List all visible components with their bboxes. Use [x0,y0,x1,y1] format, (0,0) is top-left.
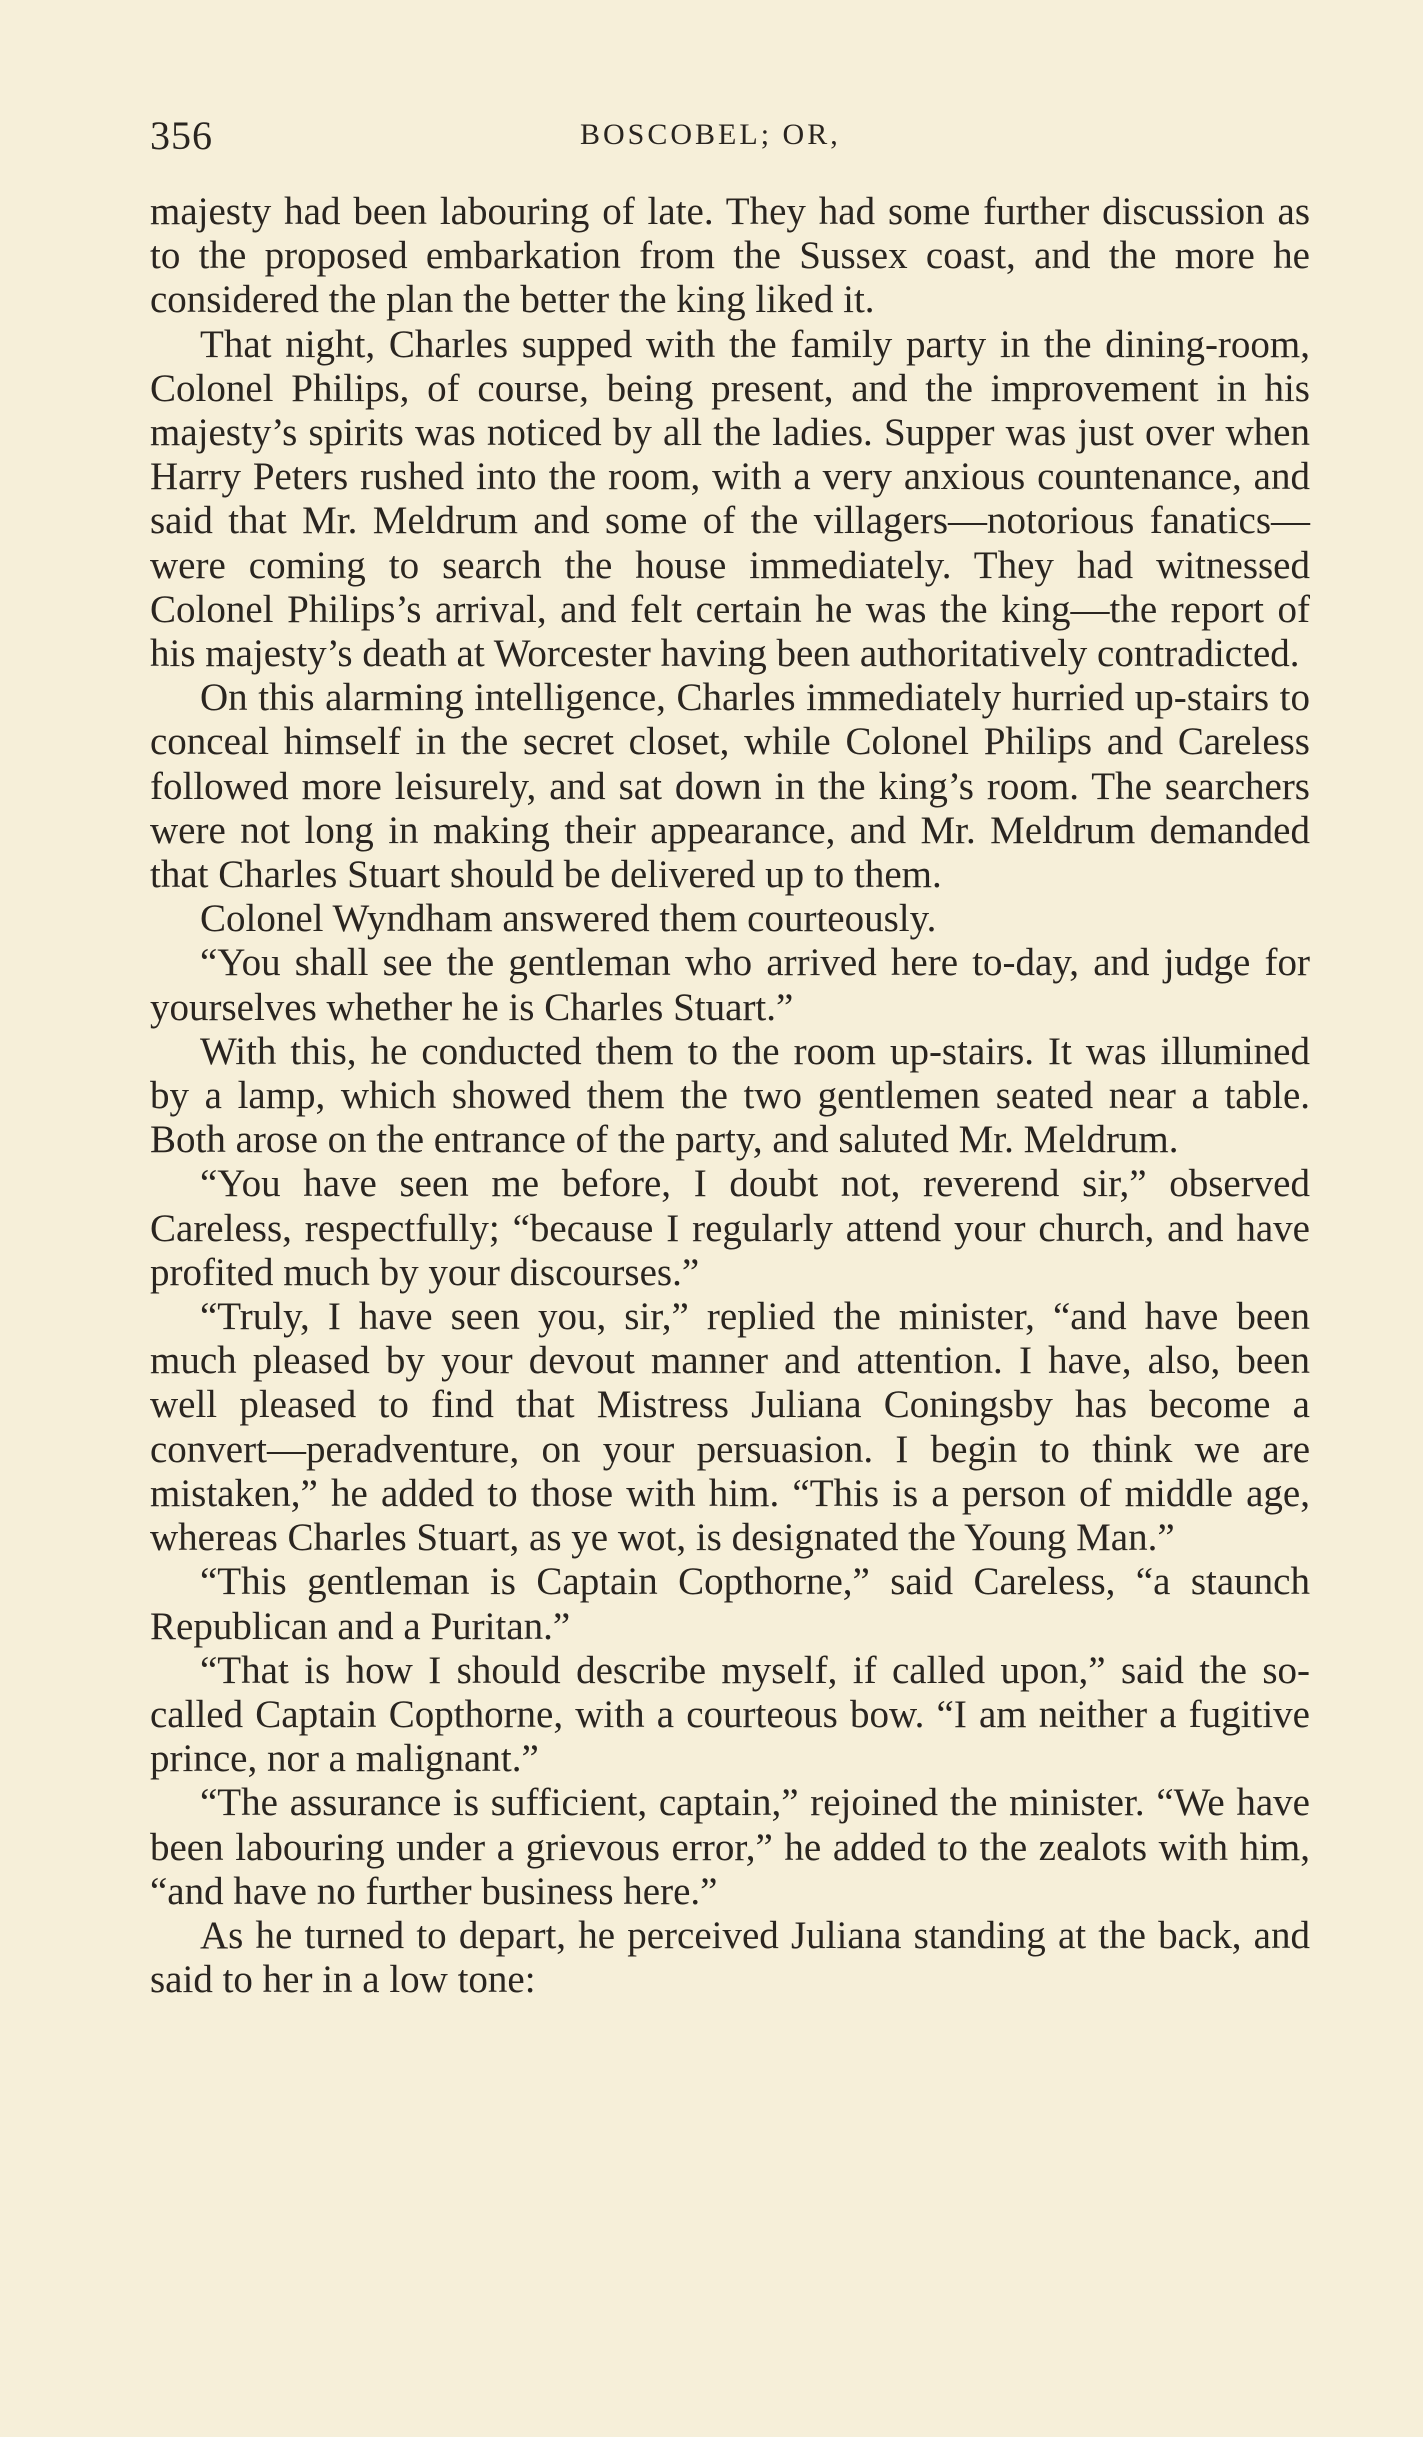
page-header [150,112,1300,172]
paragraph: majesty had been labouring of late. They had some further discussion as to the proposed embarkation from the Sussex coast, and the more he considered the plan the better the king liked it. [150,190,1310,322]
page-number: 356 [150,113,213,158]
paragraph: “That is how I should describe myself, if called upon,” said the so-called Captain Copthorne, with a courteous bow. “I am neither a fugitive prince, nor a malignant.” [150,1648,1310,1781]
paragraph: “You have seen me before, I doubt not, reverend sir,” observed Careless, respectfully; “because I regularly attend your church, and have profited much by your discourses.” [150,1162,1310,1294]
paragraph: “The assurance is sufficient, captain,” rejoined the minister. “We have been labouring under a grievous error,” he added to the zealots with him, “and have no further business here.” [150,1781,1310,1913]
paragraph: “Truly, I have seen you, sir,” replied the minister, “and have been much pleased by your devout manner and attention. I have, also, been well pleased to find that Mistress Juliana Coningsby has become a convert—peradventure, on your persuasion. I begin to think we are mistaken,” he added to those with him. “This is a person of middle age, whereas Charles Stuart, as ye wot, is designated the Young Man.” [150,1295,1310,1560]
body-text [150,190,1310,2002]
paragraph: As he turned to depart, he perceived Juliana standing at the back, and said to her in a low tone: [150,1913,1310,2002]
running-title: BOSCOBEL; OR, [580,118,841,151]
paragraph: “This gentleman is Captain Copthorne,” said Careless, “a staunch Republican and a Puritan.” [150,1560,1310,1648]
paragraph: With this, he conducted them to the room up-stairs. It was illumined by a lamp, which showed them the two gentlemen seated near a table. Both arose on the entrance of the party, and saluted Mr. Meldrum. [150,1029,1310,1162]
paragraph: On this alarming intelligence, Charles immediately hurried up-stairs to conceal himself in the secret closet, while Colonel Philips and Careless followed more leisurely, and sat down in the king’s room. The searchers were not long in making their appearance, and Mr. Meldrum demanded that Charles Stuart should be delivered up to them. [150,676,1310,897]
paragraph: That night, Charles supped with the family party in the dining-room, Colonel Philips, of course, being present, and the improvement in his majesty’s spirits was noticed by all the ladies. Supper was just over when Harry Peters rushed into the room, with a very anxious countenance, and said that Mr. Meldrum and some of the villagers—notorious fanatics—were coming to search the house immediately. They had witnessed Colonel Philips’s arrival, and felt certain he was the king—the report of his majesty’s death at Worcester having been authoritatively contradicted. [150,322,1310,676]
paragraph: “You shall see the gentleman who arrived here to-day, and judge for yourselves whether he is Charles Stuart.” [150,941,1310,1029]
paragraph: Colonel Wyndham answered them courteously. [200,897,937,941]
